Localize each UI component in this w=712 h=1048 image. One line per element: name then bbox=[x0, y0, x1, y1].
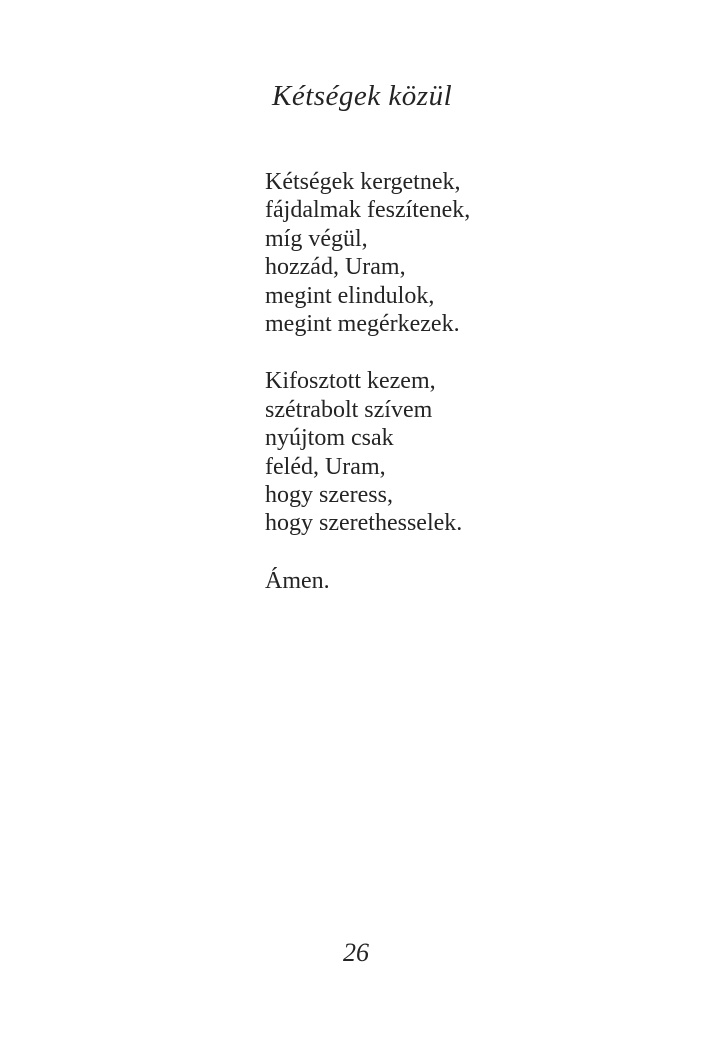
poem-body bbox=[265, 168, 470, 624]
poem-line: Ámen. bbox=[265, 567, 330, 594]
poem-line: fájdalmak feszítenek, bbox=[265, 197, 471, 224]
poem-line: nyújtom csak bbox=[265, 425, 394, 452]
page-number: 26 bbox=[343, 938, 369, 967]
poem-title: Kétségek közül bbox=[272, 80, 453, 112]
poem-line: Kétségek kergetnek, bbox=[265, 169, 461, 195]
poem-line: míg végül, bbox=[265, 225, 368, 252]
poem-line: megint elindulok, bbox=[265, 282, 435, 309]
poem-line: hogy szerethesselek. bbox=[265, 510, 463, 537]
poem-stanza-3 bbox=[265, 567, 470, 595]
poem-stanza-2 bbox=[265, 367, 470, 537]
poem-line: szétrabolt szívem bbox=[265, 396, 433, 423]
poem-line: hozzád, Uram, bbox=[265, 254, 406, 281]
poem-line: Kifosztott kezem, bbox=[265, 368, 436, 395]
poem-stanza-1 bbox=[265, 168, 470, 338]
poem-line: hogy szeress, bbox=[265, 482, 393, 509]
poem-line: feléd, Uram, bbox=[265, 453, 386, 480]
poem-line: megint megérkezek. bbox=[265, 311, 460, 338]
